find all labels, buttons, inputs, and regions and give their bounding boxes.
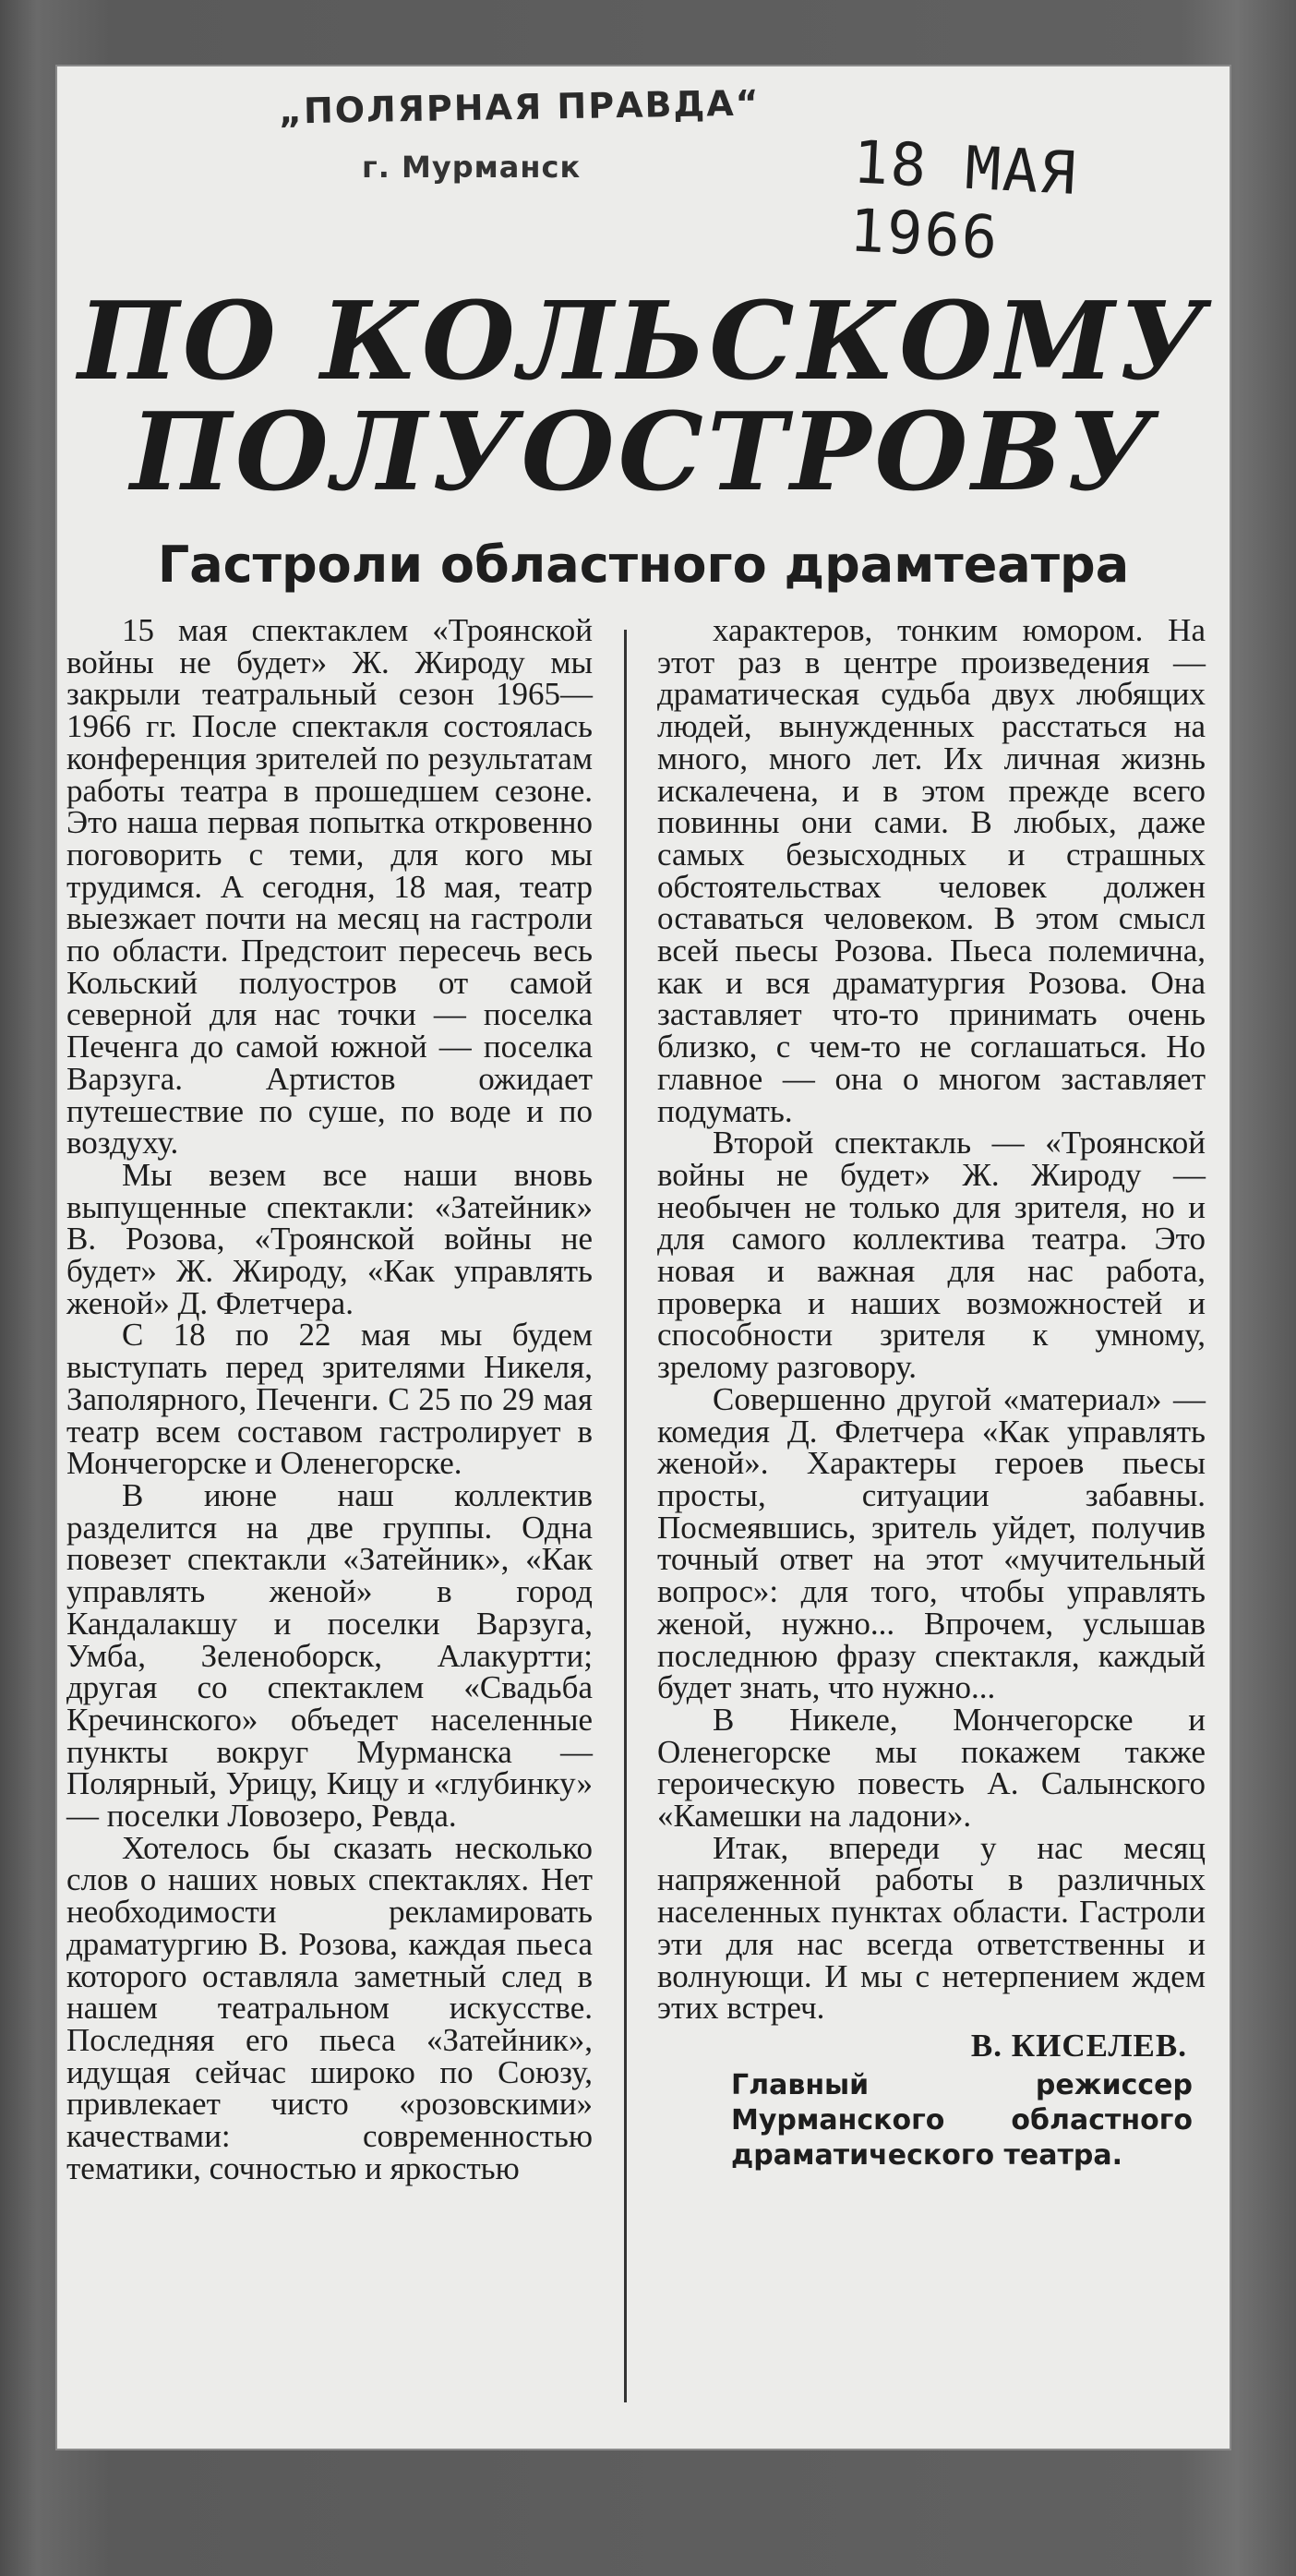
paragraph: С 18 по 22 мая мы будем выступать перед зрителями Никеля, Заполярного, Печенги. С 25 по 29 мая театр всем составом гастролирует в Мончегорске и Оленегорске. <box>66 1317 593 1482</box>
paragraph: 15 мая спектаклем «Троянской войны не будет» Ж. Жироду мы закрыли театральный сезон 1965—1966 гг. После спектакля состоялась конференция зрителей по результатам работы театра в прошедшем сезоне. Это наша первая попытка откровенно поговорить с теми, для кого мы трудимся. А сегодня, 18 мая, театр выезжает почти на месяц на гастроли по области. Предстоит пересечь весь Кольский полуостров от самой северной для нас точки — поселка Печенга до самой южной — поселка Варзуга. Артистов ожидает путешествие по суше, по воде и по воздуху. <box>66 612 593 1162</box>
article-right-column <box>657 612 1206 2173</box>
author-signature: В. КИСЕЛЕВ. <box>970 2027 1187 2064</box>
paragraph: Хотелось бы сказать несколько слов о наших новых спектаклях. Нет необходимости рекламировать драматургию В. Розова, каждая пьеса которого оставляла заметный след в нашем театральном искусстве. Последняя его пьеса «Затейник», идущая сейчас широко по Союзу, привлекает чисто «розовскими» качествами: современностью тематики, сочностью и яркостью <box>66 1829 593 2186</box>
paragraph: В июне наш коллектив разделится на две группы. Одна повезет спектакли «Затейник», «Как управлять женой» в город Кандалакшу и поселки Варзуга, Умба, Зеленоборск, Алакуртти; другая со спектаклем «Свадьба Кречинского» объедет населенные пункты вокруг Мурманска — Полярный, Урицу, Кицу и «глубинку» — поселки Ловозеро, Ревда. <box>66 1476 593 1835</box>
paragraph: характеров, тонким юмором. На этот раз в центре произведения — драматическая судьба двух любящих людей, вынужденных расстаться на много, много лет. Их личная жизнь искалечена, и в этом прежде всего повинны они сами. В любых, даже самых безысходных и страшных обстоятельствах человек должен оставаться человеком. В этом смысл всей пьесы Розова. Пьеса полемична, как и вся драматургия Розова. Она заставляет что-то принимать очень близко, с чем-то не соглашаться. Но главное — она о многом заставляет подумать. <box>657 612 1206 1129</box>
article-title-line-1: ПО КОЛЬСКОМУ <box>78 279 1209 404</box>
article-subtitle: Гастроли областного драмтеатра <box>157 536 1130 594</box>
article-title-line-2: ПОЛУОСТРОВУ <box>130 390 1157 515</box>
newspaper-city-stamp: г. Мурманск <box>362 150 582 185</box>
date-stamp: 18 МАЯ 1966 <box>847 128 1080 273</box>
paragraph: Совершенно другой «материал» — комедия Д. Флетчера «Как управлять женой». Характеры героев пьесы просты, ситуации забавны. Посмеявшись, зритель уйдет, получив точный ответ на этот «мучительный вопрос»: для того, чтобы управлять женой, нужно... Впрочем, услышав последнюю фразу спектакля, каждый будет знать, что нужно... <box>657 1380 1206 1706</box>
newspaper-name-stamp: „ПОЛЯРНАЯ ПРАВДА“ <box>278 82 762 132</box>
newspaper-clipping <box>57 66 1230 2449</box>
paragraph: Мы везем все наши вновь выпущенные спектакли: «Затейник» В. Розова, «Троянской войны не будет» Ж. Жироду, «Как управлять женой» Д. Флетчера. <box>66 1156 593 1321</box>
column-divider <box>624 630 627 2402</box>
clipping-header <box>57 66 1230 273</box>
paragraph: Второй спектакль — «Троянской войны не будет» Ж. Жироду — необычен не только для зрителя, но и для самого коллектива театра. Это новая и важная для нас работа, проверка и наших возможностей и способности зрителя к умному, зрелому разговору. <box>657 1125 1206 1386</box>
paragraph: В Никеле, Мончегорске и Оленегорске мы покажем также героическую повесть А. Салынского «Камешки на ладони». <box>657 1701 1206 1835</box>
paragraph: Итак, впереди у нас месяц напряженной работы в различных населенных пунктах области. Гастроли эти для нас всегда ответственны и волнующи. И мы с нетерпением ждем этих встреч. <box>657 1829 1206 2027</box>
author-role: Главный режиссер Мурманского областного драматического театра. <box>731 2068 1193 2172</box>
article-left-column <box>66 612 593 2186</box>
